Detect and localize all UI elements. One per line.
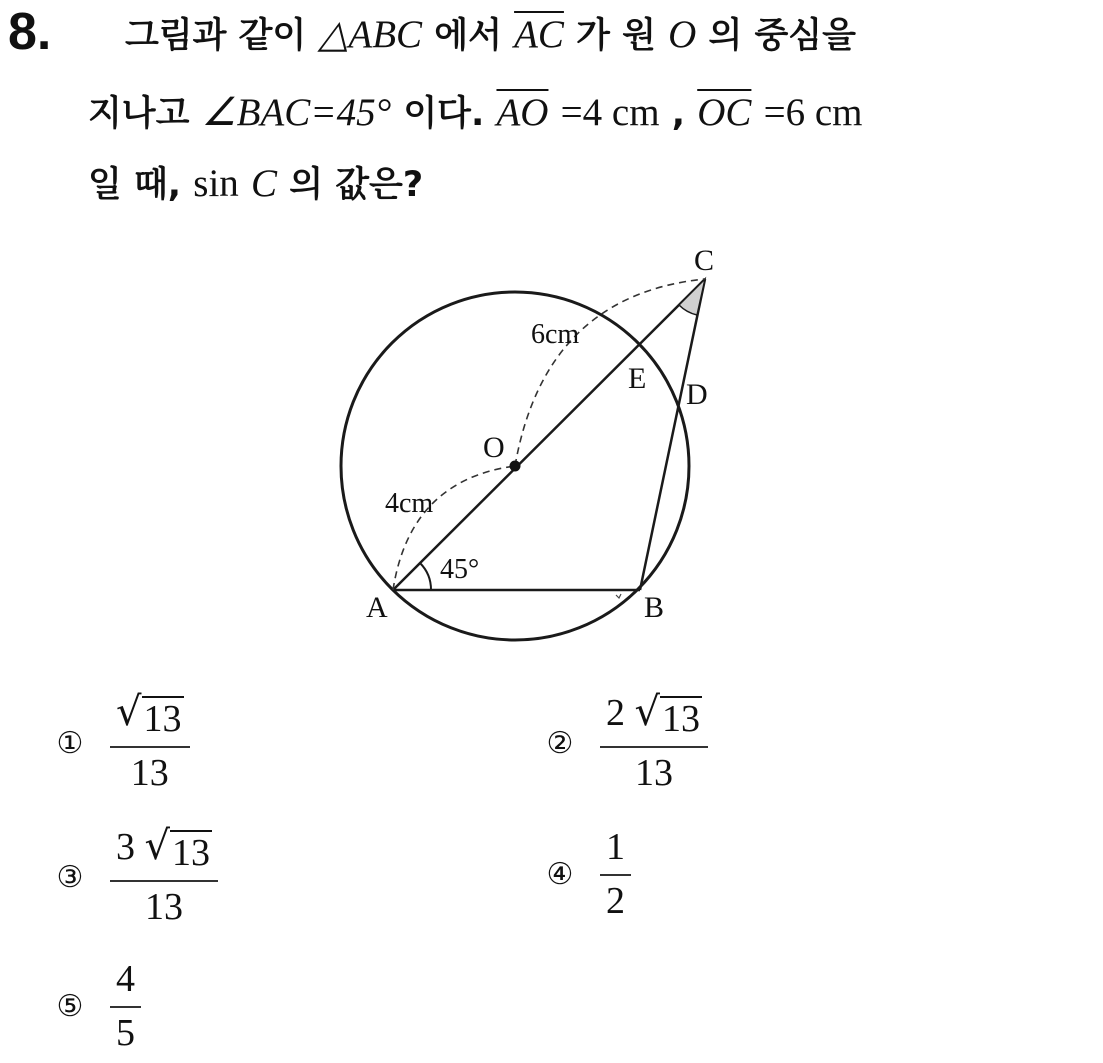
fraction	[110, 689, 190, 795]
angle-bac: ∠BAC=45°	[201, 91, 392, 134]
choice-4[interactable]	[542, 826, 631, 923]
radical-sign: √	[116, 689, 142, 735]
length-ao: =4 cm	[560, 91, 660, 134]
denominator: 13	[145, 885, 183, 928]
label-45deg: 45°	[440, 554, 480, 585]
radical-sign: √	[144, 823, 170, 869]
fraction	[110, 958, 141, 1055]
fraction	[110, 823, 218, 929]
choice-number: ②	[546, 726, 574, 762]
fraction	[600, 689, 708, 795]
square-root: √ 13	[116, 689, 182, 740]
variable-c: C	[251, 162, 278, 205]
question-text: 그림과 같이	[125, 16, 319, 56]
label-c: C	[694, 244, 715, 277]
label-e: E	[628, 362, 647, 395]
label-6cm: 6cm	[531, 319, 580, 350]
radical-sign: √	[634, 689, 660, 735]
segment-ac: $\overline{AC}$	[514, 13, 564, 56]
coefficient: 3	[116, 826, 135, 868]
question-line-1	[125, 14, 856, 57]
question-line-3	[88, 163, 423, 206]
square-root: √ 13	[634, 689, 700, 740]
center-o-point	[510, 461, 521, 472]
question-line-2	[88, 92, 862, 135]
numerator: 1	[600, 826, 631, 876]
question-text: 의 값은?	[289, 165, 424, 205]
segment-ao: $\overline{AO}$	[496, 91, 549, 134]
label-o: O	[483, 431, 505, 464]
question-text: 이다.	[403, 94, 497, 134]
choice-number: ①	[56, 726, 84, 762]
length-oc: =6 cm	[763, 91, 863, 134]
choice-1[interactable]	[52, 689, 190, 795]
coefficient: 2	[606, 692, 625, 734]
triangle-abc: △ABC	[318, 13, 423, 56]
square-root: √ 13	[144, 823, 210, 874]
geometry-diagram	[320, 235, 760, 655]
circle-o: O	[668, 13, 697, 56]
choice-3[interactable]	[52, 823, 218, 929]
denominator: 2	[606, 879, 625, 922]
angle-b-tick	[616, 594, 621, 598]
choice-number: ⑤	[56, 989, 84, 1025]
label-a: A	[366, 591, 388, 624]
angle-c-marker	[679, 279, 705, 315]
denominator: 13	[635, 751, 673, 794]
segment-oc: $\overline{OC}$	[697, 91, 752, 134]
choice-2[interactable]	[542, 689, 708, 795]
numerator: 4	[110, 958, 141, 1008]
question-text: 가 원	[576, 16, 669, 56]
choice-5[interactable]	[52, 958, 141, 1055]
question-text: 의 중심을	[708, 16, 856, 56]
fraction	[600, 826, 631, 923]
choice-number: ④	[546, 857, 574, 893]
geometry-figure	[320, 235, 760, 655]
problem-number: 8.	[8, 3, 52, 61]
choice-number: ③	[56, 860, 84, 896]
denominator: 5	[116, 1011, 135, 1054]
label-d: D	[686, 378, 708, 411]
sin-function: sin	[193, 162, 239, 205]
denominator: 13	[130, 751, 169, 794]
label-b: B	[644, 591, 665, 624]
question-text: 지나고	[88, 94, 202, 134]
label-4cm: 4cm	[385, 488, 434, 519]
angle-a-arc	[420, 563, 431, 590]
question-text: ,	[671, 94, 698, 134]
question-text: 일 때,	[88, 165, 194, 205]
question-text: 에서	[434, 16, 515, 56]
